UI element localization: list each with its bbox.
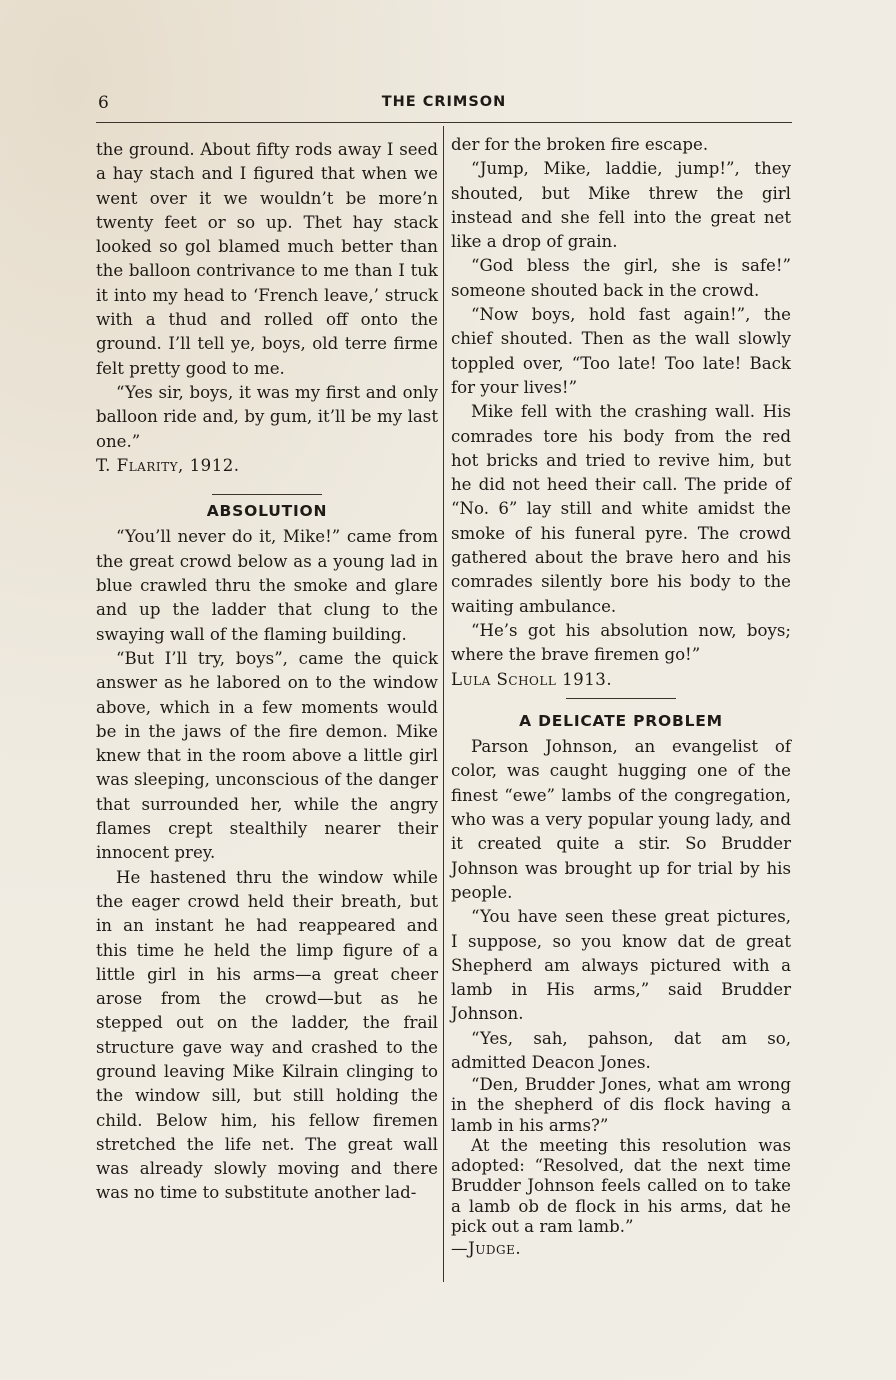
byline: T. Flarity, 1912.	[96, 455, 240, 475]
article-paragraph: “But I’ll try, boys”, came the quick answer as he labored on to the window above, which in a few moments would be in the jaws of the fire demon. Mike knew that in the room above a little girl was sleeping, unconscious of the danger that surrounded her, while the angry flames crept stealthily nearer their innocent prey.	[96, 648, 438, 863]
column-divider	[443, 126, 444, 1282]
header-rule	[96, 122, 792, 123]
article-paragraph: der for the broken fire escape.	[451, 135, 709, 154]
page-header	[96, 90, 792, 116]
article-paragraph: “Now boys, hold fast again!”, the chief shouted. Then as the wall slowly toppled over, “Too late! Too late! Back for your lives!”	[451, 305, 791, 397]
article-paragraph: Mike fell with the crashing wall. His comrades tore his body from the red hot bricks and tried to revive him, but he did not heed their call. The pride of “No. 6” lay still and white amidst the smoke of his funeral pyre. The crowd gathered about the brave hero and his comrades silently bore his body to the waiting ambulance.	[451, 402, 791, 616]
page-number: 6	[98, 93, 109, 113]
section-title-delicate-problem: A DELICATE PROBLEM	[519, 711, 723, 730]
article-paragraph: “You’ll never do it, Mike!” came from the great crowd below as a young lad in blue crawled thru the smoke and glare and up the ladder that clung to the swaying wall of the flaming building.	[96, 527, 438, 644]
section-title-absolution: ABSOLUTION	[206, 502, 328, 521]
article-paragraph: “God bless the girl, she is safe!” someone shouted back in the crowd.	[451, 256, 791, 300]
article-paragraph: “You have seen these great pictures, I suppose, so you know dat de great Shepherd am always pictured with a lamb in His arms,” said Brudder Johnson.	[451, 907, 791, 1024]
byline: —Judge.	[451, 1238, 522, 1258]
article-paragraph: Parson Johnson, an evangelist of color, was caught hugging one of the finest “ewe” lambs of the congregation, who was a very popular young lady, and it created quite a stir. So Brudder Johnson was brought up for trial by his people.	[451, 737, 791, 902]
article-paragraph: “Jump, Mike, laddie, jump!”, they shouted, but Mike threw the girl instead and she fell into the great net like a drop of grain.	[451, 159, 791, 252]
article-paragraph: “Yes, sah, pahson, dat am so, admitted Deacon Jones.	[451, 1028, 791, 1072]
article-paragraph: “Den, Brudder Jones, what am wrong in the shepherd of dis flock having a lamb in his arms?”	[451, 1075, 791, 1135]
right-column	[451, 133, 791, 1261]
left-column	[96, 138, 438, 1206]
byline: Lula Scholl 1913.	[451, 669, 613, 689]
story-continuation-paragraph: the ground. About fifty rods away I seed a hay stach and I figured that when we went over it we wouldn’t be more’n twenty feet or so up. Thet hay stack looked so gol blamed much better than the balloon contrivance to me than I tuk it into my head to ‘French leave,’ struck with a thud and rolled off onto the ground. I’ll tell ye, boys, old terre firme felt pretty good to me.	[96, 140, 438, 378]
article-paragraph: “He’s got his absolution now, boys; where the brave firemen go!”	[451, 620, 791, 665]
running-title: THE CRIMSON	[381, 94, 507, 110]
article-paragraph: At the meeting this resolution was adopted: “Resolved, dat the next time Brudder Johnson feels called on to take a lamb ob de flock in his arms, dat he pick out a ram lamb.”	[451, 1135, 791, 1236]
section-divider	[212, 494, 322, 495]
story-continuation-paragraph: “Yes sir, boys, it was my first and only balloon ride and, by gum, it’ll be my last one.”	[96, 382, 438, 451]
article-paragraph: He hastened thru the window while the eager crowd held their breath, but in an instant he had reappeared and this time he held the limp figure of a little girl in his arms—a great cheer arose from the crowd—but as he stepped out on the ladder, the frail structure gave way and crashed to the ground leaving Mike Kilrain clinging to the window sill, but still holding the child. Below him, his fellow firemen stretched the life net. The great wall was already slowly moving and there was no time to substitute another lad-	[96, 867, 438, 1203]
section-divider	[566, 698, 676, 699]
